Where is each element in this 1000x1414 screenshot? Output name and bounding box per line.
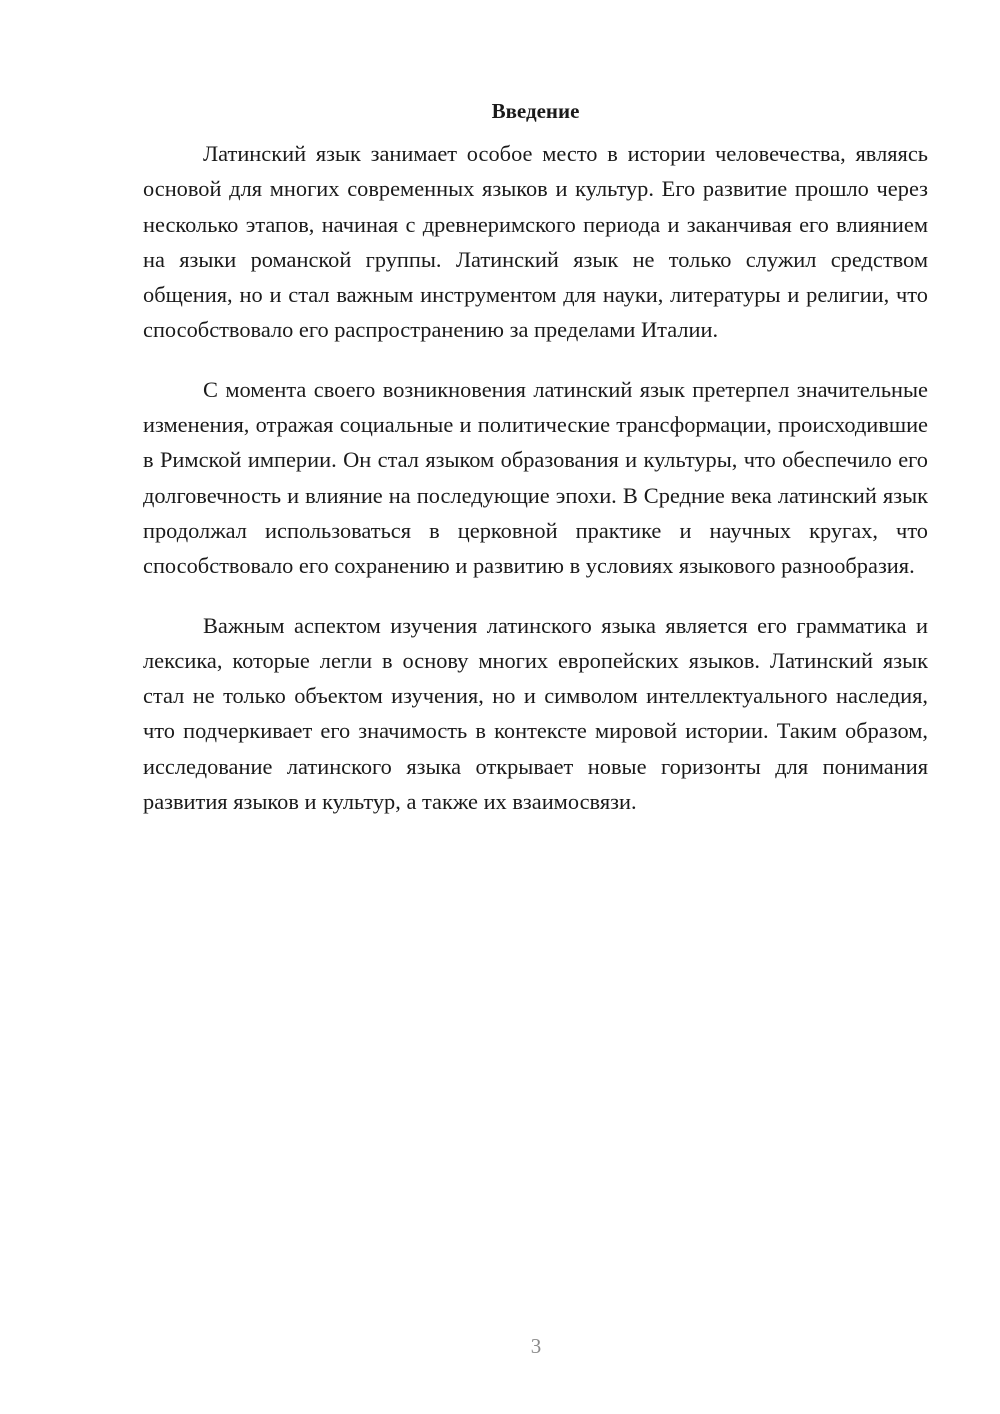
paragraph-2: С момента своего возникновения латинский язык претерпел значительные изменения, отражая социальные и политические трансформации, происходившие в Римской империи. Он стал языком образования и культуры, что обеспечило его долговечность и влияние на последующие эпохи. В Средние века латинский язык продолжал использоваться в церковной практике и научных кругах, что способствовало его сохранению и развитию в условиях языкового разнообразия. [143, 376, 928, 579]
document-body [143, 96, 928, 843]
paragraph-1: Латинский язык занимает особое место в истории человечества, являясь основой для многих современных языков и культур. Его развитие прошло через несколько этапов, начиная с древнеримского периода и заканчивая его влиянием на языки романской группы. Латинский язык не только служил средством общения, но и стал важным инструментом для науки, литературы и религии, что способствовало его распространению за пределами Италии. [143, 141, 928, 343]
page-number: 3 [530, 1334, 542, 1358]
section-title: Введение [491, 99, 580, 123]
paragraph-3: Важным аспектом изучения латинского языка является его грамматика и лексика, которые легли в основу многих европейских языков. Латинский язык стал не только объектом изучения, но и символом интеллектуального наследия, что подчеркивает его значимость в контексте мировой истории. Таким образом, исследование латинского языка открывает новые горизонты для понимания развития языков и культур, а также их взаимосвязи. [143, 612, 928, 815]
